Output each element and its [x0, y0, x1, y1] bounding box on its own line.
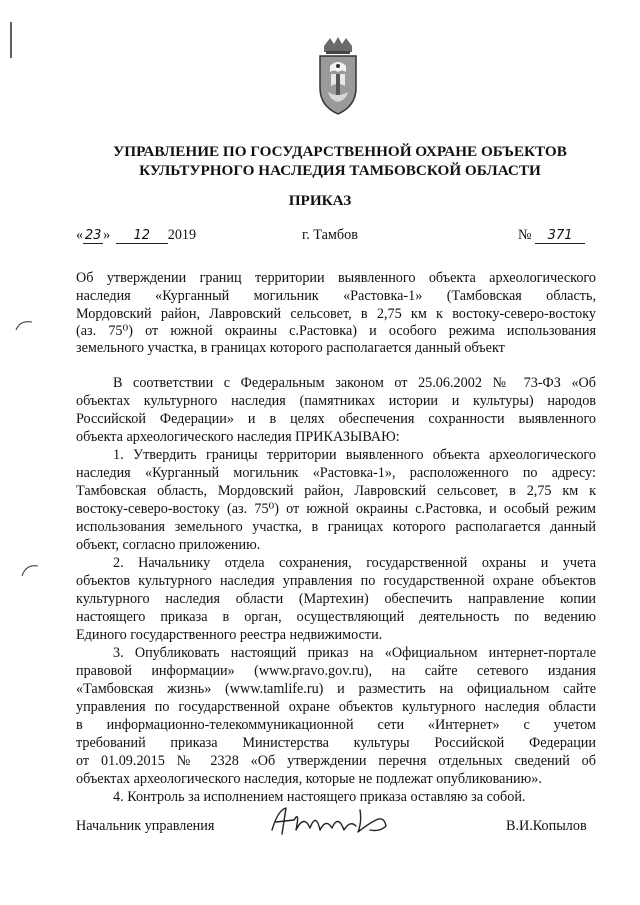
- order-date: [76, 227, 196, 244]
- body-line: объектах археологического наследия, которые не подлежат опубликованию».: [76, 771, 542, 787]
- body-line: использования земельного участка, в границах которого располагается данный: [76, 519, 596, 535]
- body-line: 4. Контроль за исполнением настоящего приказа оставляю за собой.: [113, 789, 526, 805]
- body-line: культурного наследия области (Мартехин) обеспечить направление копии: [76, 591, 596, 607]
- body-line: 2. Начальнику отдела сохранения, государственной охраны и учета: [113, 555, 596, 571]
- body-line: объектов культурного наследия управления по государственной охране объектов: [76, 573, 596, 589]
- order-number-handwritten: 371: [535, 228, 585, 244]
- body-line: 3. Опубликовать настоящий приказ на «Официальном интернет-портале: [113, 645, 596, 661]
- issuer-title-line-2: КУЛЬТУРНОГО НАСЛЕДИЯ ТАМБОВСКОЙ ОБЛАСТИ: [139, 162, 541, 179]
- coat-of-arms-emblem: [316, 36, 360, 116]
- document-type-heading: ПРИКАЗ: [288, 192, 352, 209]
- body-line: объектах культурного наследия (памятниках истории и культуры) народов: [76, 393, 596, 409]
- handwritten-signature: [266, 800, 412, 842]
- margin-tick-mark: [14, 318, 34, 334]
- date-year: 2019: [167, 227, 197, 243]
- body-line: востоку-северо-востоку (аз. 75⁰) от южной окраины с.Растовка, и особый режим: [76, 501, 596, 517]
- body-line: Тамбовская область, Мордовский район, Лавровский сельсовет, в 2,75 км к: [76, 483, 596, 499]
- body-line: 1. Утвердить границы территории выявленного объекта археологического: [113, 447, 596, 463]
- body-line: наследия «Курганный могильник «Растовка-1», расположенного по адресу:: [76, 465, 596, 481]
- body-line: Российской Федерации» и в целях обеспечения сохранности выявленного: [76, 411, 596, 427]
- date-close-quote: »: [103, 227, 111, 243]
- body-line: настоящего приказа в орган, осуществляющий деятельность по ведению: [76, 609, 596, 625]
- subject-line: Мордовский район, Лавровский сельсовет, в 2,75 км к востоку-северо-востоку: [76, 306, 596, 322]
- number-sign: №: [518, 227, 532, 243]
- body-line: В соответствии с Федеральным законом от 25.06.2002 № 73-ФЗ «Об: [113, 375, 596, 391]
- margin-pen-mark: [8, 20, 14, 60]
- subject-line: Об утверждении границ территории выявленного объекта археологического: [76, 270, 596, 286]
- date-month-handwritten: 12: [116, 228, 168, 244]
- margin-tick-mark: [20, 562, 40, 580]
- body-line: «Тамбовская жизнь» (www.tamlife.ru) и разместить на официальном сайте: [76, 681, 596, 697]
- body-line: объект, согласно приложению.: [76, 537, 261, 553]
- order-number: [518, 227, 585, 244]
- issuer-title-line-1: УПРАВЛЕНИЕ ПО ГОСУДАРСТВЕННОЙ ОХРАНЕ ОБЪЕКТОВ: [113, 143, 567, 160]
- subject-line: (аз. 75⁰) от южной окраины с.Растовка) и особого режима использования: [76, 323, 596, 339]
- signatory-position: Начальник управления: [76, 818, 215, 834]
- body-line: объекта археологического наследия ПРИКАЗЫВАЮ:: [76, 429, 400, 445]
- signatory-name: В.И.Копылов: [506, 818, 587, 834]
- body-line: правовой информации» (www.pravo.gov.ru), на сайте сетевого издания: [76, 663, 596, 679]
- date-open-quote: «: [76, 227, 84, 243]
- body-line: в информационно-телекоммуникационной сети «Интернет» с учетом: [76, 717, 596, 733]
- issue-city: г. Тамбов: [302, 227, 358, 243]
- body-line: требований приказа Министерства культуры Российской Федерации: [76, 735, 596, 751]
- body-line: от 01.09.2015 № 2328 «Об утверждении перечня отдельных сведений об: [76, 753, 596, 769]
- date-day-handwritten: 23: [84, 228, 102, 243]
- body-line: Единого государственного реестра недвижимости.: [76, 627, 383, 643]
- body-line: управления по государственной охране объектов культурного наследия области: [76, 699, 596, 715]
- subject-line: наследия «Курганный могильник «Растовка-1» (Тамбовская область,: [76, 288, 596, 304]
- subject-line: земельного участка, в границах которого располагается данный объект: [76, 340, 505, 356]
